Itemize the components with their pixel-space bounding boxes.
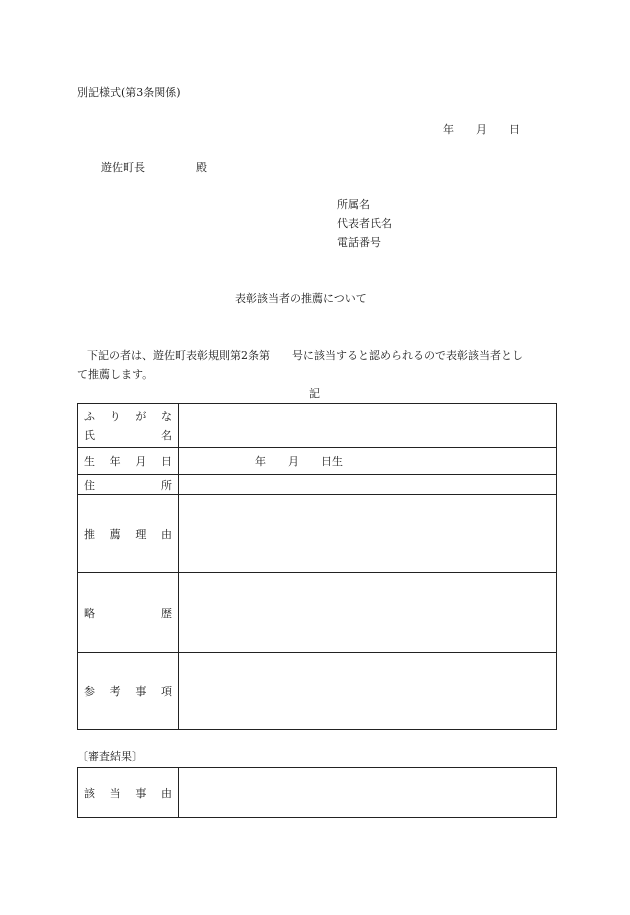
history-label-cell [78,573,179,653]
row-reason [78,495,557,573]
name-label: 氏 名 [84,429,172,442]
body-line-2: て推薦します。 [77,368,154,381]
reason-label: 推 薦 理 由 [84,527,172,541]
address-label-cell [78,475,179,495]
address-value-cell[interactable] [179,475,557,495]
reason-label-cell [78,495,179,573]
history-label: 略 歴 [84,606,172,620]
form-reference: 別記様式(第3条関係) [77,86,181,99]
notes-label: 参 考 事 項 [84,685,172,698]
reason-value-cell[interactable] [179,495,557,573]
grounds-label: 該 当 事 由 [84,786,172,800]
recommendation-table [77,403,557,730]
review-heading: 〔審査結果〕 [77,750,143,763]
name-label-cell [78,404,179,448]
review-table [77,767,557,818]
name-value-cell[interactable] [179,404,557,448]
addressee-honorific: 殿 [196,161,207,174]
ki-heading: 記 [309,387,320,400]
dob-value-text: 年 月 日生 [255,455,343,468]
furigana-label: ふ り が な [84,410,172,423]
applicant-representative-label: 代表者氏名 [337,217,392,230]
date-line: 年 月 日 [443,123,520,136]
dob-label: 生 年 月 日 [84,455,172,468]
dob-label-cell [78,448,179,475]
history-value-cell[interactable] [179,573,557,653]
applicant-phone-label: 電話番号 [337,236,381,249]
address-label: 住 所 [84,478,172,492]
row-grounds [78,768,557,818]
grounds-value-cell[interactable] [179,768,557,818]
row-notes [78,653,557,730]
row-history [78,573,557,653]
row-dob [78,448,557,475]
applicant-affiliation-label: 所属名 [337,198,370,211]
body-line-1: 下記の者は、遊佐町表彰規則第2条第 号に該当すると認められるので表彰該当者とし [87,349,523,362]
row-name [78,404,557,448]
notes-value-cell[interactable] [179,653,557,730]
addressee-title: 遊佐町長 [101,161,145,174]
row-address [78,475,557,495]
notes-label-cell [78,653,179,730]
document-title: 表彰該当者の推薦について [235,292,367,305]
dob-value-cell[interactable] [179,448,557,475]
grounds-label-cell [78,768,179,818]
